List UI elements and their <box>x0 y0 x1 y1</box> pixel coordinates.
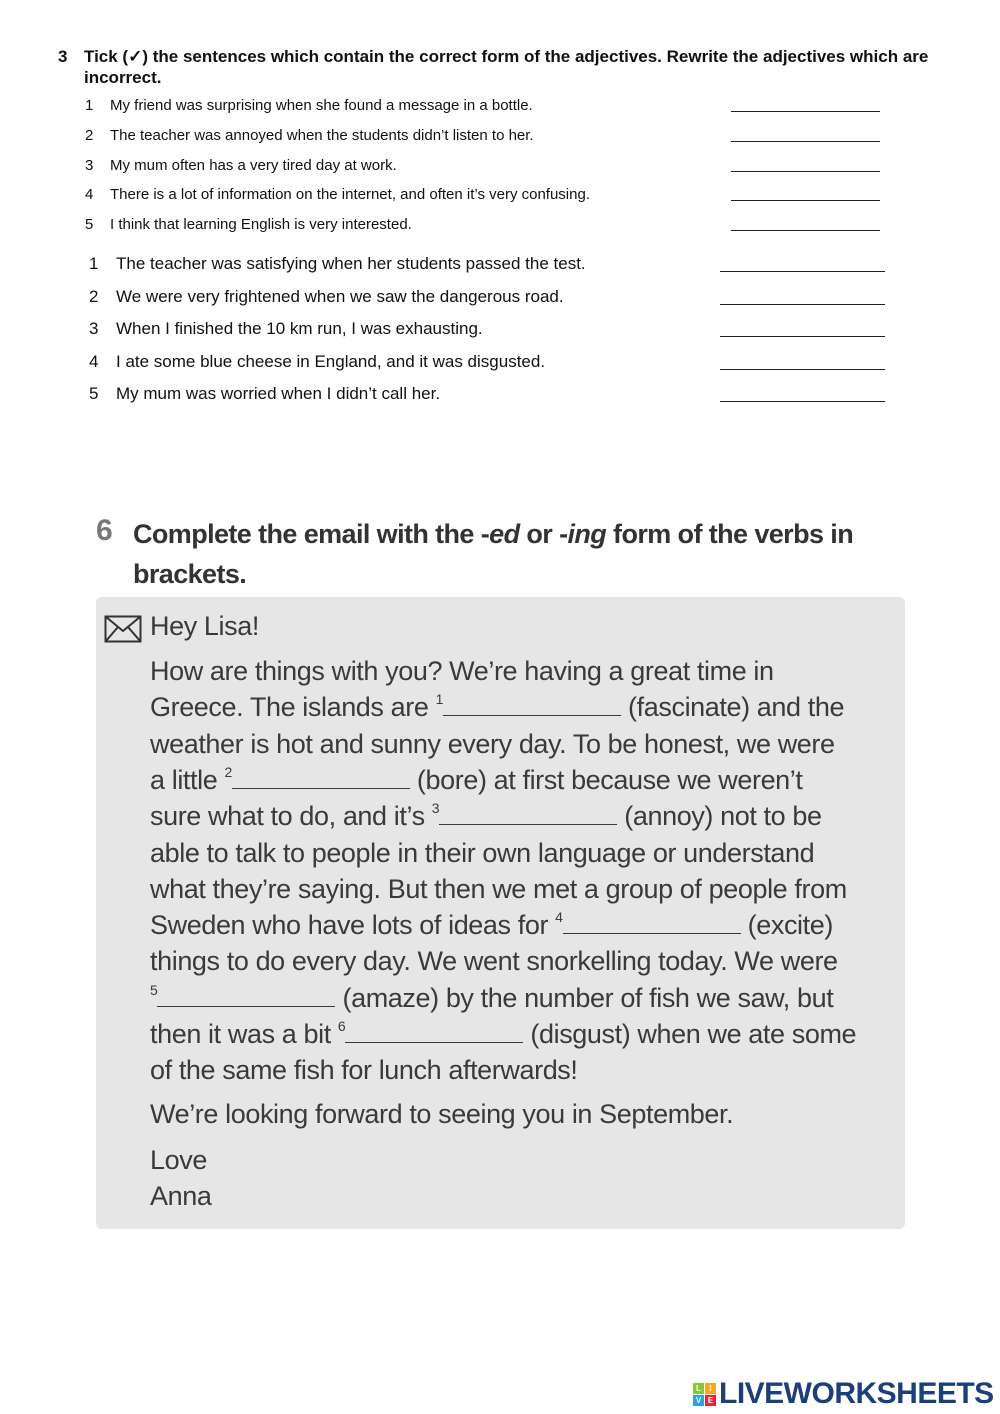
email-sign-name: Anna <box>150 1181 212 1211</box>
answer-blank[interactable] <box>720 336 885 337</box>
answer-blank[interactable] <box>720 271 885 272</box>
item-text: When I finished the 10 km run, I was exhausting. <box>116 319 483 338</box>
email-line <box>150 1019 856 1050</box>
exercise-number: 3 <box>58 47 68 66</box>
instruction-text: or - <box>519 519 568 549</box>
email-line: able to talk to people in their own language or understand <box>150 837 815 868</box>
email-text: (excite) <box>740 910 833 941</box>
email-text: a little <box>150 764 225 795</box>
answer-blank[interactable] <box>731 171 880 172</box>
answer-gap-6[interactable] <box>345 1022 523 1043</box>
envelope-icon <box>104 615 142 648</box>
logo-tile: I <box>705 1383 716 1394</box>
logo-tile: E <box>705 1395 716 1406</box>
answer-gap-1[interactable] <box>443 695 621 716</box>
exercise-instruction: Tick (✓) the sentences which contain the correct form of the adjectives. Rewrite the adjectives which are incorrect. <box>84 47 929 87</box>
instruction-text: brackets. <box>133 559 247 589</box>
email-text: sure what to do, and it’s <box>150 801 432 832</box>
email-text: then it was a bit <box>150 1019 338 1049</box>
email-text: (fascinate) and the <box>620 692 845 723</box>
item-text: My mum often has a very tired day at work. <box>110 157 397 174</box>
email-text: Greece. The islands are <box>150 692 436 723</box>
item-number: 2 <box>89 287 99 306</box>
item-text: The teacher was annoyed when the students didn’t listen to her. <box>110 127 534 144</box>
email-closing: We’re looking forward to seeing you in September. <box>150 1099 734 1129</box>
answer-blank[interactable] <box>731 200 880 201</box>
email-line: of the same fish for lunch afterwards! <box>150 1055 578 1086</box>
sentence-item <box>0 319 1000 339</box>
instruction-ed: ed <box>489 519 520 549</box>
email-sign-love: Love <box>150 1145 207 1175</box>
item-text: I think that learning English is very interested. <box>110 216 412 233</box>
sentence-item <box>0 157 1000 177</box>
sentence-item <box>0 186 1000 206</box>
gap-number: 1 <box>435 691 443 708</box>
item-text: We were very frightened when we saw the dangerous road. <box>116 287 564 306</box>
item-number: 2 <box>85 127 94 144</box>
email-text: (disgust) when we ate some <box>523 1019 857 1049</box>
answer-gap-4[interactable] <box>563 913 741 934</box>
instruction-text: form of the verbs in <box>606 519 854 549</box>
email-line <box>150 765 803 796</box>
email-line: weather is hot and sunny every day. To be honest, we were <box>150 728 835 759</box>
exercise-6-number: 6 <box>96 514 113 547</box>
answer-gap-5[interactable] <box>157 986 335 1007</box>
email-text: Sweden who have lots of ideas for <box>150 910 556 941</box>
item-number: 4 <box>89 352 99 371</box>
logo-tile: V <box>693 1395 704 1406</box>
email-text: (amaze) by the number of fish we saw, but <box>335 982 834 1013</box>
sentence-item <box>0 254 1000 274</box>
logo-tile: L <box>693 1383 704 1394</box>
email-greeting: Hey Lisa! <box>150 611 259 641</box>
item-text: The teacher was satisfying when her students passed the test. <box>116 254 586 273</box>
email-line: How are things with you? We’re having a great time in <box>150 656 774 686</box>
email-line <box>150 983 833 1014</box>
gap-number: 3 <box>431 800 440 817</box>
liveworksheets-logo <box>693 1377 994 1411</box>
gap-number: 4 <box>555 909 563 926</box>
answer-gap-2[interactable] <box>232 768 410 789</box>
answer-blank[interactable] <box>731 111 880 112</box>
instruction-text: Complete the email with the - <box>133 519 490 549</box>
item-number: 5 <box>85 216 94 233</box>
sentence-item <box>0 287 1000 307</box>
sentence-item <box>0 127 1000 147</box>
email-line: what they’re saying. But then we met a group of people from <box>150 873 847 904</box>
instruction-ing: ing <box>567 519 607 549</box>
item-text: My friend was surprising when she found a message in a bottle. <box>110 97 533 114</box>
item-number: 1 <box>89 254 99 273</box>
email-text: (bore) at first because we weren’t <box>409 764 803 795</box>
email-line: things to do every day. We went snorkelling today. We were <box>150 946 838 977</box>
logo-text: LIVEWORKSHEETS <box>719 1377 994 1410</box>
sentence-item <box>0 384 1000 404</box>
item-number: 4 <box>85 186 94 203</box>
email-line <box>150 910 833 941</box>
email-text: (annoy) not to be <box>617 801 822 832</box>
item-number: 3 <box>85 157 94 174</box>
answer-blank[interactable] <box>731 141 880 142</box>
item-number: 5 <box>89 384 99 403</box>
email-line <box>150 801 822 832</box>
answer-blank[interactable] <box>720 304 885 305</box>
sentence-item <box>0 352 1000 372</box>
item-text: There is a lot of information on the internet, and often it’s very confusing. <box>110 186 590 203</box>
logo-tiles <box>693 1383 716 1406</box>
exercise-6-instruction <box>133 514 853 594</box>
answer-gap-3[interactable] <box>439 804 617 825</box>
gap-number: 5 <box>150 981 158 998</box>
answer-blank[interactable] <box>720 369 885 370</box>
item-text: I ate some blue cheese in England, and it was disgusted. <box>116 352 546 371</box>
gap-number: 2 <box>224 763 232 780</box>
item-text: My mum was worried when I didn’t call her. <box>116 384 441 403</box>
gap-number: 6 <box>337 1018 346 1034</box>
sentence-item <box>0 216 1000 236</box>
sentence-item <box>0 97 1000 117</box>
answer-blank[interactable] <box>731 230 880 231</box>
email-line <box>150 692 844 723</box>
item-number: 1 <box>85 97 94 114</box>
item-number: 3 <box>89 319 99 338</box>
answer-blank[interactable] <box>720 401 885 402</box>
